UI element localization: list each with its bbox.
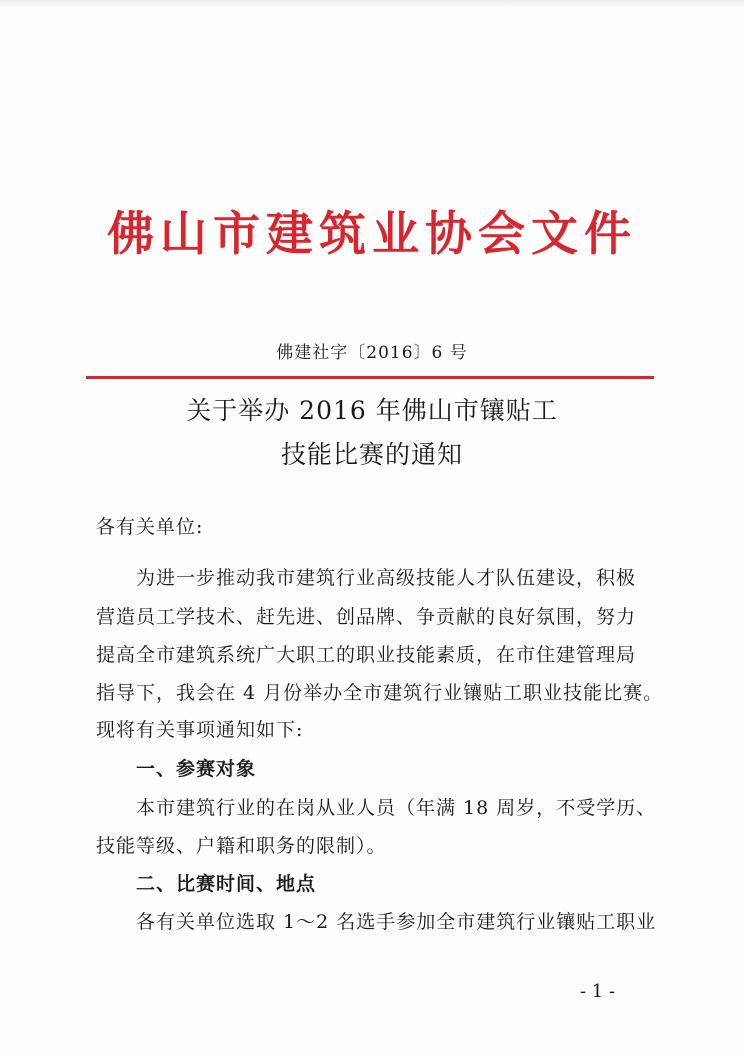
paragraph-line: 营造员工学技术、赶先进、创品牌、争贡献的良好氛围，努力 bbox=[96, 606, 637, 628]
document-header-title: 佛山市建筑业协会文件 bbox=[107, 207, 637, 262]
page-number: - 1 - bbox=[580, 981, 616, 1002]
notice-title-line-2: 技能比赛的通知 bbox=[280, 440, 463, 469]
paragraph-line: 指导下，我会在 4 月份举办全市建筑行业镶贴工职业技能比赛。 bbox=[96, 682, 664, 704]
section-heading-participants: 一、参赛对象 bbox=[136, 758, 257, 780]
salutation: 各有关单位: bbox=[96, 516, 204, 538]
paragraph-line: 本市建筑行业的在岗从业人员（年满 18 周岁，不受学历、 bbox=[136, 797, 657, 819]
document-number: 佛建社字〔2016〕6 号 bbox=[276, 343, 468, 363]
notice-title-line-1: 关于举办 2016 年佛山市镶贴工 bbox=[186, 396, 558, 425]
paragraph-line: 提高全市建筑系统广大职工的职业技能素质，在市住建管理局 bbox=[96, 644, 637, 666]
section-heading-time-place: 二、比赛时间、地点 bbox=[136, 873, 317, 895]
red-divider-rule bbox=[86, 376, 654, 379]
paragraph-line: 为进一步推动我市建筑行业高级技能人才队伍建设，积极 bbox=[136, 567, 637, 589]
paragraph-line: 各有关单位选取 1～2 名选手参加全市建筑行业镶贴工职业 bbox=[136, 911, 657, 933]
paragraph-line: 技能等级、户籍和职务的限制）。 bbox=[96, 835, 387, 857]
paragraph-line: 现将有关事项通知如下: bbox=[96, 719, 304, 741]
scan-edge bbox=[0, 0, 744, 8]
